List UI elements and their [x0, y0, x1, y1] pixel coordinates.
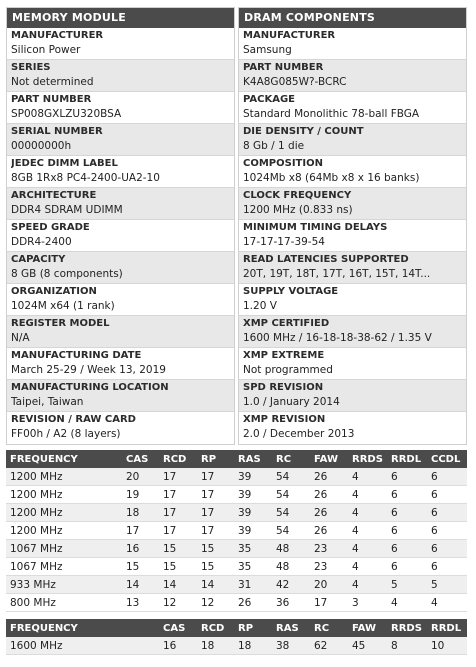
table-row — [6, 486, 467, 504]
spec-value: 17-17-17-39-54 — [243, 236, 325, 248]
spec-label: DIE DENSITY / COUNT — [243, 126, 364, 137]
column-header: RRDL — [427, 619, 467, 637]
table-cell: 1600 MHz — [6, 637, 122, 655]
table-cell: 18 — [197, 637, 234, 655]
column-header: CAS — [122, 450, 159, 468]
spec-entry-part-number — [239, 60, 466, 92]
spec-label: CLOCK FREQUENCY — [243, 190, 352, 201]
column-header: RP — [197, 450, 234, 468]
spec-value: Standard Monolithic 78-ball FBGA — [243, 108, 420, 120]
spec-value: Not programmed — [243, 364, 333, 376]
spec-entry-capacity — [7, 252, 234, 284]
table-cell: 6 — [427, 486, 467, 504]
table-row — [6, 468, 467, 486]
table-cell: 6 — [427, 504, 467, 522]
spec-value: 1024Mb x8 (64Mb x8 x 16 banks) — [243, 172, 420, 184]
table-cell: 15 — [122, 558, 159, 576]
column-header: RC — [310, 619, 348, 637]
table-cell: 6 — [387, 504, 427, 522]
table-cell: 17 — [159, 522, 197, 540]
table-cell: 17 — [159, 468, 197, 486]
table-cell: 26 — [310, 468, 348, 486]
spec-entry-clock-frequency — [239, 188, 466, 220]
table-cell: 39 — [234, 504, 272, 522]
spec-entry-manufacturing-date — [7, 348, 234, 380]
column-header: RP — [234, 619, 272, 637]
spec-value: 1024M x64 (1 rank) — [11, 300, 115, 312]
table-cell: 17 — [197, 486, 234, 504]
table-cell — [122, 637, 159, 655]
table-row — [6, 594, 467, 612]
spec-value: 20T, 19T, 18T, 17T, 16T, 15T, 14T... — [243, 268, 431, 280]
spec-label: REVISION / RAW CARD — [11, 414, 136, 425]
spec-entry-manufacturer — [7, 28, 234, 60]
spec-label: SPEED GRADE — [11, 222, 90, 233]
table-cell: 54 — [272, 504, 310, 522]
table-cell: 4 — [427, 594, 467, 612]
column-header: RRDL — [387, 450, 427, 468]
spec-entry-part-number — [7, 92, 234, 124]
spec-value: N/A — [11, 332, 30, 344]
memory-module-panel — [6, 7, 235, 445]
table-cell: 20 — [122, 468, 159, 486]
spec-label: JEDEC DIMM LABEL — [11, 158, 118, 169]
spec-value: Samsung — [243, 44, 292, 56]
spec-entry-xmp-extreme — [239, 348, 466, 380]
table-cell: 1200 MHz — [6, 504, 122, 522]
column-header: RCD — [197, 619, 234, 637]
spec-entry-series — [7, 60, 234, 92]
table-cell: 12 — [197, 594, 234, 612]
spec-entry-revision-raw-card — [7, 412, 234, 444]
table-row — [6, 522, 467, 540]
table-cell: 26 — [310, 522, 348, 540]
spec-label: CAPACITY — [11, 254, 66, 265]
table-cell: 1200 MHz — [6, 522, 122, 540]
table-cell: 54 — [272, 522, 310, 540]
spec-entry-organization — [7, 284, 234, 316]
spec-label: SPD REVISION — [243, 382, 324, 393]
table-cell: 48 — [272, 558, 310, 576]
spec-label: XMP EXTREME — [243, 350, 325, 361]
spec-entry-manufacturer — [239, 28, 466, 60]
spec-entry-xmp-certified — [239, 316, 466, 348]
column-header: FREQUENCY — [6, 450, 122, 468]
memory-module-header: MEMORY MODULE — [7, 8, 234, 28]
spec-value: FF00h / A2 (8 layers) — [11, 428, 121, 440]
table-cell: 5 — [427, 576, 467, 594]
table-cell: 6 — [387, 558, 427, 576]
table-cell: 13 — [122, 594, 159, 612]
table-cell: 6 — [427, 558, 467, 576]
table-cell: 5 — [387, 576, 427, 594]
table-cell: 54 — [272, 486, 310, 504]
jedec-timings-table — [6, 450, 467, 612]
spec-value: DDR4 SDRAM UDIMM — [11, 204, 123, 216]
table-cell: 800 MHz — [6, 594, 122, 612]
table-cell: 36 — [272, 594, 310, 612]
spec-entry-spd-revision — [239, 380, 466, 412]
spec-label: XMP CERTIFIED — [243, 318, 330, 329]
table-cell: 39 — [234, 522, 272, 540]
dram-components-header: DRAM COMPONENTS — [239, 8, 466, 28]
table-cell: 18 — [122, 504, 159, 522]
table-cell: 45 — [348, 637, 387, 655]
table-cell: 6 — [387, 540, 427, 558]
table-cell: 54 — [272, 468, 310, 486]
spec-label: REGISTER MODEL — [11, 318, 110, 329]
spec-label: PART NUMBER — [11, 94, 92, 105]
table-cell: 1200 MHz — [6, 486, 122, 504]
table-cell: 4 — [387, 594, 427, 612]
table-cell: 62 — [310, 637, 348, 655]
table-cell: 39 — [234, 468, 272, 486]
column-header: RRDS — [387, 619, 427, 637]
spec-entry-xmp-revision — [239, 412, 466, 444]
spec-entry-serial-number — [7, 124, 234, 156]
spec-label: COMPOSITION — [243, 158, 323, 169]
table-cell: 14 — [197, 576, 234, 594]
spec-label: PART NUMBER — [243, 62, 324, 73]
spec-label: XMP REVISION — [243, 414, 326, 425]
spec-value: K4A8G085W?-BCRC — [243, 76, 347, 88]
spd-report — [3, 0, 473, 667]
table-cell: 10 — [427, 637, 467, 655]
table-cell: 31 — [234, 576, 272, 594]
spec-label: MANUFACTURER — [11, 30, 104, 41]
spec-entry-speed-grade — [7, 220, 234, 252]
spec-entry-minimum-timing-delays — [239, 220, 466, 252]
table-cell: 16 — [122, 540, 159, 558]
table-cell: 6 — [387, 468, 427, 486]
spec-value: Silicon Power — [11, 44, 81, 56]
column-header: CCDL — [427, 450, 467, 468]
table-cell: 17 — [197, 468, 234, 486]
table-cell: 14 — [122, 576, 159, 594]
column-header: RCD — [159, 450, 197, 468]
table-cell: 17 — [122, 522, 159, 540]
spec-label: SERIAL NUMBER — [11, 126, 103, 137]
column-header: RRDS — [348, 450, 387, 468]
table-cell: 38 — [272, 637, 310, 655]
spec-label: ARCHITECTURE — [11, 190, 97, 201]
column-header: FREQUENCY — [6, 619, 122, 637]
table-row — [6, 637, 467, 655]
table-cell: 16 — [159, 637, 197, 655]
table-cell: 6 — [427, 468, 467, 486]
table-cell: 35 — [234, 540, 272, 558]
spec-label: READ LATENCIES SUPPORTED — [243, 254, 409, 265]
table-cell: 12 — [159, 594, 197, 612]
spec-value: 00000000h — [11, 140, 72, 152]
spec-label: PACKAGE — [243, 94, 296, 105]
table-cell: 23 — [310, 558, 348, 576]
spec-label: MINIMUM TIMING DELAYS — [243, 222, 388, 233]
table-cell: 35 — [234, 558, 272, 576]
table-cell: 23 — [310, 540, 348, 558]
spec-entry-composition — [239, 156, 466, 188]
table-cell: 15 — [197, 558, 234, 576]
spec-entry-read-latencies-supported — [239, 252, 466, 284]
table-cell: 933 MHz — [6, 576, 122, 594]
spec-entry-manufacturing-location — [7, 380, 234, 412]
spec-value: 8 Gb / 1 die — [243, 140, 305, 152]
column-header: FAW — [348, 619, 387, 637]
spec-value: 1.0 / January 2014 — [243, 396, 340, 408]
spec-label: MANUFACTURER — [243, 30, 336, 41]
spec-label: SERIES — [11, 62, 51, 73]
table-cell: 4 — [348, 468, 387, 486]
table-cell: 4 — [348, 504, 387, 522]
spec-value: Not determined — [11, 76, 94, 88]
column-header — [122, 619, 159, 637]
table-cell: 15 — [197, 540, 234, 558]
table-cell: 39 — [234, 486, 272, 504]
dram-components-panel — [238, 7, 467, 445]
table-cell: 6 — [427, 540, 467, 558]
table-cell: 42 — [272, 576, 310, 594]
spec-entry-supply-voltage — [239, 284, 466, 316]
table-cell: 4 — [348, 576, 387, 594]
spec-label: MANUFACTURING DATE — [11, 350, 142, 361]
table-row — [6, 558, 467, 576]
table-cell: 1200 MHz — [6, 468, 122, 486]
table-cell: 17 — [159, 504, 197, 522]
spec-value: DDR4-2400 — [11, 236, 72, 248]
table-cell: 6 — [427, 522, 467, 540]
table-cell: 20 — [310, 576, 348, 594]
table-cell: 1067 MHz — [6, 558, 122, 576]
spec-value: 1600 MHz / 16-18-18-38-62 / 1.35 V — [243, 332, 432, 344]
spec-value: 1200 MHz (0.833 ns) — [243, 204, 353, 216]
spec-entry-package — [239, 92, 466, 124]
xmp-header-row — [6, 619, 467, 637]
spec-columns — [6, 7, 467, 445]
table-cell: 1067 MHz — [6, 540, 122, 558]
table-cell: 26 — [310, 504, 348, 522]
table-cell: 8 — [387, 637, 427, 655]
spec-value: 2.0 / December 2013 — [243, 428, 355, 440]
column-header: RC — [272, 450, 310, 468]
spec-entry-architecture — [7, 188, 234, 220]
column-header: CAS — [159, 619, 197, 637]
table-cell: 17 — [159, 486, 197, 504]
spec-value: SP008GXLZU320BSA — [11, 108, 122, 120]
spec-value: March 25-29 / Week 13, 2019 — [11, 364, 166, 376]
column-header: FAW — [310, 450, 348, 468]
table-cell: 26 — [234, 594, 272, 612]
table-cell: 17 — [197, 522, 234, 540]
table-cell: 15 — [159, 540, 197, 558]
table-cell: 4 — [348, 522, 387, 540]
table-cell: 4 — [348, 540, 387, 558]
spec-value: 8GB 1Rx8 PC4-2400-UA2-10 — [11, 172, 160, 184]
table-cell: 4 — [348, 558, 387, 576]
table-cell: 26 — [310, 486, 348, 504]
table-cell: 6 — [387, 486, 427, 504]
table-cell: 3 — [348, 594, 387, 612]
spec-entry-register-model — [7, 316, 234, 348]
table-cell: 14 — [159, 576, 197, 594]
spec-label: MANUFACTURING LOCATION — [11, 382, 169, 393]
table-cell: 19 — [122, 486, 159, 504]
table-row — [6, 576, 467, 594]
table-cell: 48 — [272, 540, 310, 558]
table-row — [6, 540, 467, 558]
spec-entry-die-density-count — [239, 124, 466, 156]
spec-label: SUPPLY VOLTAGE — [243, 286, 339, 297]
table-row — [6, 504, 467, 522]
table-cell: 17 — [197, 504, 234, 522]
table-cell: 4 — [348, 486, 387, 504]
table-cell: 17 — [310, 594, 348, 612]
table-cell: 18 — [234, 637, 272, 655]
spec-entry-jedec-dimm-label — [7, 156, 234, 188]
spec-value: 1.20 V — [243, 300, 277, 312]
spec-value: 8 GB (8 components) — [11, 268, 123, 280]
column-header: RAS — [234, 450, 272, 468]
table-cell: 15 — [159, 558, 197, 576]
column-header: RAS — [272, 619, 310, 637]
xmp-timings-table — [6, 619, 467, 655]
spec-value: Taipei, Taiwan — [11, 396, 84, 408]
jedec-header-row — [6, 450, 467, 468]
spec-label: ORGANIZATION — [11, 286, 97, 297]
table-cell: 6 — [387, 522, 427, 540]
